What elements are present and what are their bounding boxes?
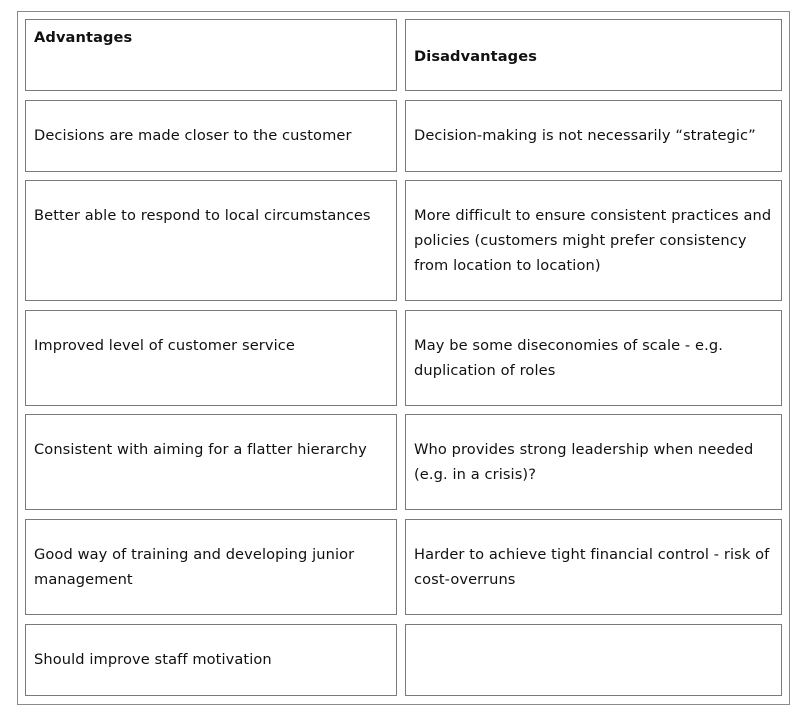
header-disadvantages-label: Disadvantages xyxy=(414,48,538,65)
advantage-cell-3: Improved level of customer service xyxy=(25,310,397,406)
advantage-cell-5: Good way of training and developing junior management xyxy=(25,519,397,615)
advantage-cell-6: Should improve staff motivation xyxy=(25,624,397,696)
advantage-cell-4: Consistent with aiming for a flatter hierarchy xyxy=(25,414,397,510)
advantage-cell-1: Decisions are made closer to the customer xyxy=(25,100,397,172)
disadvantage-cell-4: Who provides strong leadership when needed (e.g. in a crisis)? xyxy=(405,414,782,510)
disadvantage-cell-2: More difficult to ensure consistent practices and policies (customers might prefer consistency from location to location) xyxy=(405,180,782,301)
disadvantage-cell-5: Harder to achieve tight financial control - risk of cost-overruns xyxy=(405,519,782,615)
header-advantages-label: Advantages xyxy=(34,29,133,46)
disadvantage-cell-3: May be some diseconomies of scale - e.g. duplication of roles xyxy=(405,310,782,406)
header-disadvantages xyxy=(405,19,782,91)
disadvantage-cell-1: Decision-making is not necessarily “strategic” xyxy=(405,100,782,172)
disadvantage-cell-6 xyxy=(405,624,782,696)
advantage-cell-2: Better able to respond to local circumstances xyxy=(25,180,397,301)
header-advantages xyxy=(25,19,397,91)
